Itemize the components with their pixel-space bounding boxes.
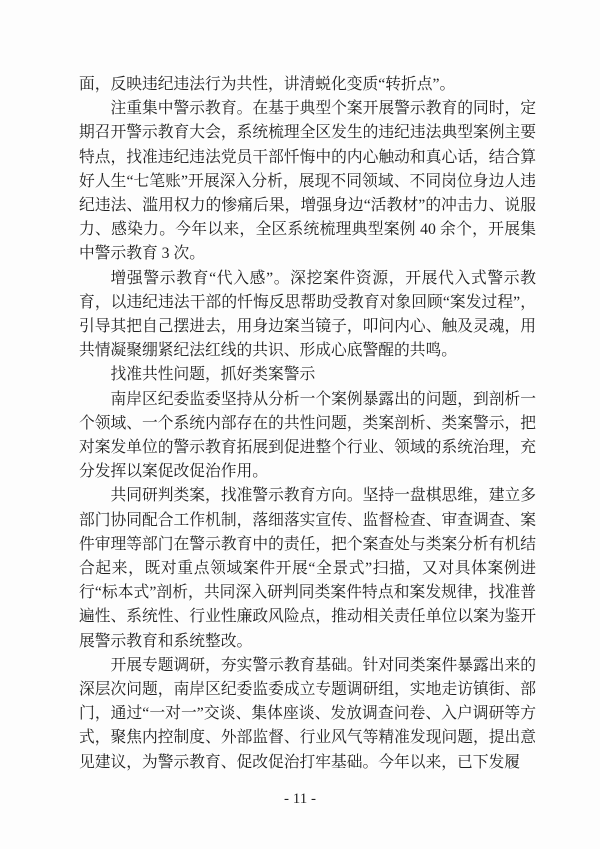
text-block	[79, 73, 536, 775]
page-number: - 11 -	[284, 791, 316, 807]
paragraph: 注重集中警示教育。在基于典型个案开展警示教育的同时，定期召开警示教育大会，系统梳理全区发生的违纪违法典型案例主要特点，找准违纪违法党员干部忏悔中的内心触动和真心话，结合算好人生“七笔账”开展深入分析，展现不同领域、不同岗位身边人违纪违法、滥用权力的惨痛后果，增强身边“活教材”的冲击力、说服力、感染力。今年以来，全区系统梳理典型案例 40 余个，开展集中警示教育 3 次。	[79, 100, 536, 263]
paragraph: 找准共性问题，抓好类案警示	[110, 366, 316, 384]
paragraph: 增强警示教育“代入感”。深挖案件资源，开展代入式警示教育，以违纪违法干部的忏悔反思帮助受教育对象回顾“案发过程”，引导其把自己摆进去，用身边案当镜子，叩问内心、触及灵魂，用共情凝聚绷紧纪法红线的共识、形成心底警醒的共鸣。	[79, 269, 536, 360]
paragraph: 共同研判类案，找准警示教育方向。坚持一盘棋思维，建立多部门协同配合工作机制，落细落实宣传、监督检查、审查调查、案件审理等部门在警示教育中的责任，把个案查处与类案分析有机结合起来，既对重点领域案件开展“全景式”扫描，又对具体案例进行“标本式”剖析，共同深入研判同类案件特点和案发规律，找准普遍性、系统性、行业性廉政风险点，推动相关责任单位以案为鉴开展警示教育和系统整改。	[79, 487, 536, 650]
paragraph: 开展专题调研，夯实警示教育基础。针对同类案件暴露出来的深层次问题，南岸区纪委监委成立专题调研组，实地走访镇街、部门，通过“一对一”交谈、集体座谈、发放调查问卷、入户调研等方式，聚焦内控制度、外部监督、行业风气等精准发现问题，提出意见建议，为警示教育、促改促治打牢基础。今年以来，已下发履	[79, 656, 536, 771]
paragraph: 面，反映违纪违法行为共性，讲清蜕化变质“转折点”。	[79, 76, 456, 93]
paragraph: 南岸区纪委监委坚持从分析一个案例暴露出的问题，到剖析一个领域、一个系统内部存在的共性问题，类案剖析、类案警示，把对案发单位的警示教育拓展到促进整个行业、领域的系统治理，充分发挥以案促改促治作用。	[79, 390, 536, 481]
